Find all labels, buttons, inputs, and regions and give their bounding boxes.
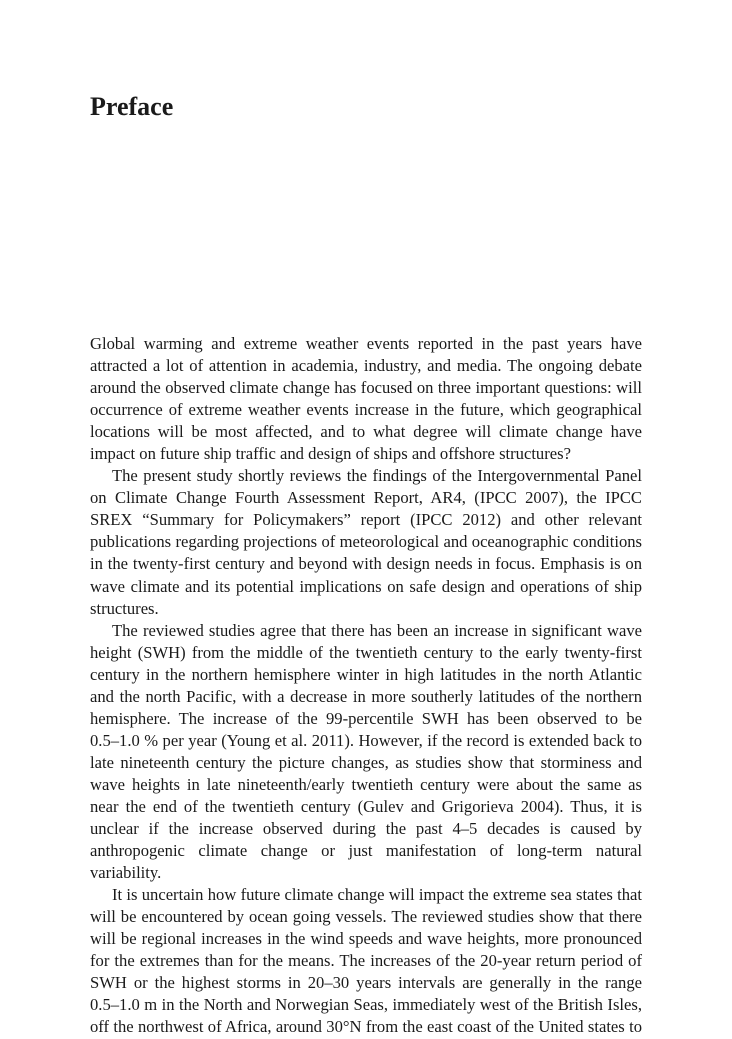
text-line: occurrence of extreme weather events increase in the future, which geographical: [90, 400, 642, 420]
text-line: for the extremes than for the means. The increases of the 20-year return period of: [90, 951, 642, 971]
text-line: unclear if the increase observed during the past 4–5 decades is caused by: [90, 819, 642, 839]
text-line: on Climate Change Fourth Assessment Report, AR4, (IPCC 2007), the IPCC: [90, 488, 642, 508]
text-line: SWH or the highest storms in 20–30 years intervals are generally in the range: [90, 973, 642, 993]
text-line: impact on future ship traffic and design of ships and offshore structures?: [90, 444, 571, 464]
text-line: hemisphere. The increase of the 99-percentile SWH has been observed to be: [90, 708, 642, 728]
text-line: anthropogenic climate change or just manifestation of long-term natural: [90, 841, 642, 861]
text-line: 0.5–1.0 % per year (Young et al. 2011). However, if the record is extended back to: [90, 730, 642, 750]
text-line: will be encountered by ocean going vessels. The reviewed studies show that there: [90, 907, 642, 927]
text-line: SREX “Summary for Policymakers” report (IPCC 2012) and other relevant: [90, 510, 642, 530]
text-line: near the end of the twentieth century (Gulev and Grigorieva 2004). Thus, it is: [90, 796, 642, 816]
text-line: The reviewed studies agree that there has been an increase in significant wave: [112, 620, 642, 640]
page-title: Preface: [90, 92, 174, 121]
text-line: publications regarding projections of meteorological and oceanographic conditions: [90, 532, 642, 552]
text-line: wave heights in late nineteenth/early twentieth century were about the same as: [90, 774, 642, 794]
text-line: wave climate and its potential implications on safe design and operations of ship: [90, 576, 642, 596]
text-line: Global warming and extreme weather events reported in the past years have: [90, 334, 642, 353]
text-line: off the northwest of Africa, around 30°N from the east coast of the United states to: [90, 1017, 642, 1037]
text-line: will be regional increases in the wind speeds and wave heights, more pronounced: [90, 929, 642, 949]
text-line: around the observed climate change has focused on three important questions: will: [90, 378, 642, 398]
text-line: century in the northern hemisphere winter in high latitudes in the north Atlantic: [90, 664, 642, 684]
text-line: 0.5–1.0 m in the North and Norwegian Seas, immediately west of the British Isles,: [90, 995, 642, 1015]
text-line: The present study shortly reviews the findings of the Intergovernmental Panel: [112, 466, 642, 486]
text-line: locations will be most affected, and to what degree will climate change have: [90, 422, 642, 442]
preface-body-text: [90, 333, 642, 1039]
text-line: late nineteenth century the picture changes, as studies show that storminess and: [90, 752, 642, 772]
text-line: in the twenty-first century and beyond with design needs in focus. Emphasis is on: [90, 554, 642, 574]
text-line: structures.: [90, 598, 159, 618]
text-line: height (SWH) from the middle of the twentieth century to the early twenty-first: [90, 642, 642, 662]
text-line: variability.: [90, 863, 162, 883]
text-line: It is uncertain how future climate change will impact the extreme sea states that: [112, 885, 642, 905]
text-line: and the north Pacific, with a decrease in more southerly latitudes of the northern: [90, 686, 642, 706]
text-line: attracted a lot of attention in academia, industry, and media. The ongoing debate: [90, 356, 642, 376]
